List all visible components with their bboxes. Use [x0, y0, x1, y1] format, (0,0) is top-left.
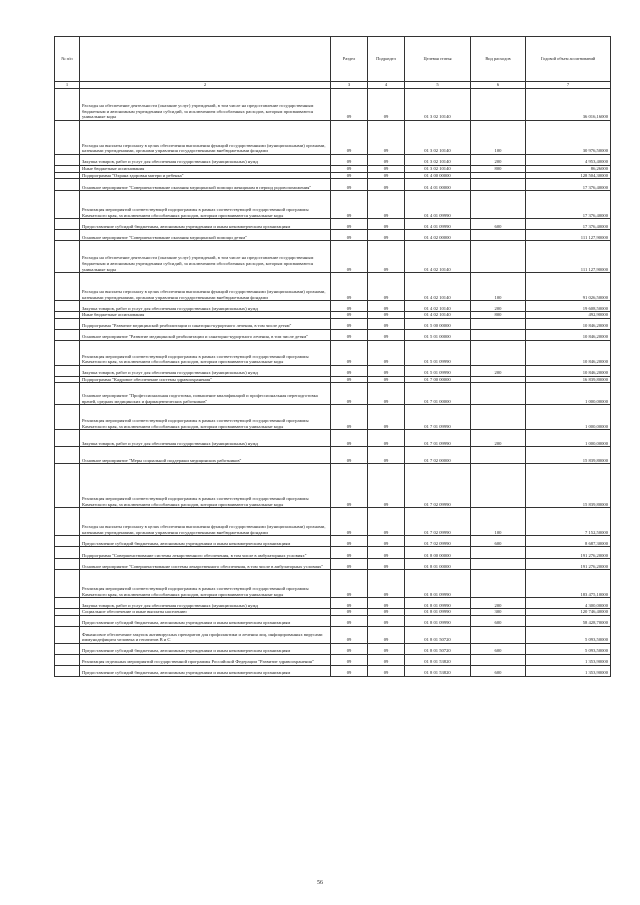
- row-subsection: 09: [368, 166, 405, 173]
- row-number: [55, 615, 80, 626]
- row-amount: 492,90000: [526, 312, 611, 319]
- row-subsection: 09: [368, 559, 405, 570]
- row-number: [55, 464, 80, 508]
- row-target-article: 01 7 02 00000: [405, 447, 471, 464]
- row-name: Реализация мероприятий соответствующей подпрограммы в рамках соответствующей государственной программы Камчатского края, за исключением обособленных расходов, которым присваиваются уникальные коды: [80, 405, 331, 430]
- row-section: 09: [331, 219, 368, 230]
- row-target-article: 01 4 02 00000: [405, 230, 471, 241]
- table-body: [55, 89, 611, 677]
- row-number: [55, 241, 80, 273]
- row-name: Реализация мероприятий соответствующей подпрограммы в рамках соответствующей государственной программы Камчатского края, за исключением обособленных расходов, которым присваиваются уникальные коды: [80, 464, 331, 508]
- row-section: 09: [331, 405, 368, 430]
- row-expense-type: 100: [471, 121, 526, 155]
- row-section: 09: [331, 329, 368, 340]
- row-expense-type: 200: [471, 365, 526, 376]
- row-name: Подпрограмма "Совершенствование системы лекарственного обеспечения, в том числе в амбулаторных условиях": [80, 547, 331, 559]
- table-row: [55, 536, 611, 547]
- row-target-article: 01 4 01 09990: [405, 191, 471, 219]
- row-amount: 10 846,20000: [526, 329, 611, 340]
- row-section: 09: [331, 665, 368, 676]
- row-amount: 58 428,70000: [526, 615, 611, 626]
- row-target-article: 01 7 02 09990: [405, 508, 471, 536]
- header-number: № п/п: [55, 37, 80, 82]
- row-expense-type: [471, 570, 526, 598]
- row-name: Реализация мероприятий соответствующей подпрограммы в рамках соответствующей государственной программы Камчатского края, за исключением обособленных расходов, которым присваиваются уникальные коды: [80, 570, 331, 598]
- row-number: [55, 570, 80, 598]
- row-expense-type: [471, 191, 526, 219]
- row-number: [55, 430, 80, 447]
- row-target-article: 01 8 01 09990: [405, 615, 471, 626]
- column-index: 4: [368, 82, 405, 89]
- row-target-article: 01 8 01 09990: [405, 609, 471, 616]
- row-amount: 19 608,50000: [526, 301, 611, 312]
- row-amount: 1 353,90000: [526, 665, 611, 676]
- row-expense-type: 600: [471, 615, 526, 626]
- row-section: 09: [331, 376, 368, 383]
- header-target-article: Целевая статья: [405, 37, 471, 82]
- table-row: [55, 273, 611, 301]
- row-target-article: 01 5 01 09990: [405, 365, 471, 376]
- row-section: 09: [331, 559, 368, 570]
- row-section: 09: [331, 383, 368, 405]
- row-subsection: 09: [368, 219, 405, 230]
- row-subsection: 09: [368, 191, 405, 219]
- row-expense-type: [471, 172, 526, 179]
- row-subsection: 09: [368, 376, 405, 383]
- row-number: [55, 508, 80, 536]
- row-subsection: 09: [368, 312, 405, 319]
- table-row: [55, 312, 611, 319]
- row-number: [55, 273, 80, 301]
- row-number: [55, 230, 80, 241]
- row-section: 09: [331, 301, 368, 312]
- row-expense-type: [471, 547, 526, 559]
- row-name: Расходы на обеспечение деятельности (оказание услуг) учреждений, в том числе на предоставление государственным бюджетным и автономным учреждениям субсидий, за исключением обособленных расходов, которым присваиваются уникальные коды: [80, 89, 331, 121]
- row-expense-type: 200: [471, 301, 526, 312]
- column-index: 5: [405, 82, 471, 89]
- table-row: [55, 559, 611, 570]
- row-amount: 36 016,16000: [526, 89, 611, 121]
- row-subsection: 09: [368, 365, 405, 376]
- row-subsection: 09: [368, 464, 405, 508]
- row-subsection: 09: [368, 179, 405, 191]
- header-subsection: Подраздел: [368, 37, 405, 82]
- row-target-article: 01 8 01 53820: [405, 654, 471, 665]
- row-name: Финансовое обеспечение закупок антивирусных препаратов для профилактики и лечения лиц, инфицированных вирусами иммунодефицита человека и гепатитов В и С: [80, 626, 331, 643]
- row-subsection: 09: [368, 318, 405, 329]
- row-target-article: 01 8 01 53820: [405, 665, 471, 676]
- table-row: [55, 166, 611, 173]
- row-target-article: 01 5 00 00000: [405, 318, 471, 329]
- row-subsection: 09: [368, 273, 405, 301]
- row-expense-type: [471, 626, 526, 643]
- row-number: [55, 172, 80, 179]
- row-section: 09: [331, 340, 368, 365]
- table-row: [55, 643, 611, 654]
- row-expense-type: 600: [471, 536, 526, 547]
- row-section: 09: [331, 626, 368, 643]
- row-amount: 111 127,90000: [526, 241, 611, 273]
- row-name: Предоставление субсидий бюджетным, автономным учреждениям и иным некоммерческим организациям: [80, 665, 331, 676]
- row-subsection: 09: [368, 121, 405, 155]
- row-subsection: 09: [368, 241, 405, 273]
- row-number: [55, 654, 80, 665]
- table-row: [55, 615, 611, 626]
- row-name: Основное мероприятие "Совершенствование оказания медицинской помощи женщинам в период родовспоможения": [80, 179, 331, 191]
- row-section: 09: [331, 547, 368, 559]
- row-name: Закупка товаров, работ и услуг для обеспечения государственных (муниципальных) нужд: [80, 155, 331, 166]
- row-subsection: 09: [368, 155, 405, 166]
- row-expense-type: [471, 241, 526, 273]
- page-number: 56: [317, 880, 323, 886]
- row-expense-type: 100: [471, 273, 526, 301]
- row-number: [55, 312, 80, 319]
- row-number: [55, 643, 80, 654]
- row-name: Подпрограмма "Охрана здоровья матери и ребенка": [80, 172, 331, 179]
- table-row: [55, 508, 611, 536]
- row-target-article: 01 4 02 10140: [405, 241, 471, 273]
- row-subsection: 09: [368, 405, 405, 430]
- header-annual-amount: Годовой объем ассигнований: [526, 37, 611, 82]
- row-name: Расходы на выплаты персоналу в целях обеспечения выполнения функций государственными (муниципальными) органами, казенными учреждениями, органами управления государственными внебюджетными фондами: [80, 508, 331, 536]
- row-expense-type: 200: [471, 598, 526, 609]
- row-section: 09: [331, 430, 368, 447]
- table-row: [55, 430, 611, 447]
- row-target-article: 01 4 01 09990: [405, 219, 471, 230]
- row-number: [55, 179, 80, 191]
- row-target-article: 01 8 01 09990: [405, 598, 471, 609]
- row-target-article: 01 8 00 00000: [405, 547, 471, 559]
- row-amount: 10 846,20000: [526, 340, 611, 365]
- row-section: 09: [331, 166, 368, 173]
- row-section: 09: [331, 179, 368, 191]
- row-expense-type: [471, 654, 526, 665]
- row-target-article: 01 7 01 09990: [405, 430, 471, 447]
- row-expense-type: [471, 383, 526, 405]
- table-row: [55, 155, 611, 166]
- row-name: Реализация мероприятий соответствующей подпрограммы в рамках соответствующей государственной программы Камчатского края, за исключением обособленных расходов, которым присваиваются уникальные коды: [80, 191, 331, 219]
- row-expense-type: 200: [471, 430, 526, 447]
- budget-table: [54, 36, 611, 677]
- row-target-article: 01 3 02 10140: [405, 166, 471, 173]
- table-row: [55, 376, 611, 383]
- row-section: 09: [331, 508, 368, 536]
- table-row: [55, 547, 611, 559]
- row-amount: 17 376,40000: [526, 179, 611, 191]
- row-amount: 15 839,80000: [526, 464, 611, 508]
- row-amount: 10 846,20000: [526, 365, 611, 376]
- row-target-article: 01 7 02 09990: [405, 464, 471, 508]
- row-expense-type: [471, 340, 526, 365]
- row-subsection: 09: [368, 547, 405, 559]
- table-row: [55, 405, 611, 430]
- table-row: [55, 383, 611, 405]
- row-expense-type: [471, 230, 526, 241]
- row-target-article: 01 8 01 50720: [405, 643, 471, 654]
- row-expense-type: [471, 559, 526, 570]
- row-target-article: 01 7 00 00000: [405, 376, 471, 383]
- row-section: 09: [331, 598, 368, 609]
- row-amount: 120 746,40000: [526, 609, 611, 616]
- header-expense-type: Вид расходов: [471, 37, 526, 82]
- row-name: Социальное обеспечение и иные выплаты населению: [80, 609, 331, 616]
- row-section: 09: [331, 615, 368, 626]
- row-amount: 191 276,20000: [526, 559, 611, 570]
- row-amount: 17 376,40000: [526, 219, 611, 230]
- table-row: [55, 219, 611, 230]
- row-number: [55, 318, 80, 329]
- row-name: Закупка товаров, работ и услуг для обеспечения государственных (муниципальных) нужд: [80, 598, 331, 609]
- row-amount: 1 353,90000: [526, 654, 611, 665]
- row-subsection: 09: [368, 626, 405, 643]
- table-row: [55, 570, 611, 598]
- row-target-article: 01 4 02 10140: [405, 301, 471, 312]
- row-name: Основное мероприятие "Совершенствование системы лекарственного обеспечения, в том числе в амбулаторных условиях": [80, 559, 331, 570]
- row-subsection: 09: [368, 329, 405, 340]
- row-section: 09: [331, 312, 368, 319]
- row-name: Подпрограмма "Развитие медицинской реабилитации и санаторно-курортного лечения, в том числе детям": [80, 318, 331, 329]
- row-target-article: 01 4 01 00000: [405, 179, 471, 191]
- row-name: Закупка товаров, работ и услуг для обеспечения государственных (муниципальных) нужд: [80, 365, 331, 376]
- column-index: 6: [471, 82, 526, 89]
- row-name: Основное мероприятие "Совершенствование оказания медицинской помощи детям": [80, 230, 331, 241]
- row-expense-type: 800: [471, 166, 526, 173]
- table-row: [55, 301, 611, 312]
- header-section: Раздел: [331, 37, 368, 82]
- row-name: Предоставление субсидий бюджетным, автономным учреждениям и иным некоммерческим организациям: [80, 536, 331, 547]
- row-number: [55, 329, 80, 340]
- table-row: [55, 626, 611, 643]
- row-subsection: 09: [368, 508, 405, 536]
- row-subsection: 09: [368, 609, 405, 616]
- table-row: [55, 241, 611, 273]
- row-subsection: 09: [368, 340, 405, 365]
- row-name: Подпрограмма "Кадровое обеспечение системы здравоохранения": [80, 376, 331, 383]
- row-expense-type: [471, 405, 526, 430]
- row-amount: 16 839,80000: [526, 376, 611, 383]
- table-row: [55, 172, 611, 179]
- row-target-article: 01 4 02 10140: [405, 273, 471, 301]
- row-section: 09: [331, 464, 368, 508]
- row-section: 09: [331, 121, 368, 155]
- row-amount: 4 953,40000: [526, 155, 611, 166]
- row-name: Основное мероприятие "Профессиональная подготовка, повышение квалификаций и профессиональная переподготовка врачей, средних медицинских и фармацевтических работников": [80, 383, 331, 405]
- row-target-article: 01 5 01 00000: [405, 329, 471, 340]
- column-index: 1: [55, 82, 80, 89]
- table-row: [55, 598, 611, 609]
- table-row: [55, 179, 611, 191]
- table-header-row: [55, 37, 611, 82]
- row-subsection: 09: [368, 172, 405, 179]
- row-number: [55, 665, 80, 676]
- table-row: [55, 318, 611, 329]
- row-target-article: 01 3 02 10140: [405, 121, 471, 155]
- row-subsection: 09: [368, 615, 405, 626]
- row-target-article: 01 7 02 09990: [405, 536, 471, 547]
- row-subsection: 09: [368, 383, 405, 405]
- row-number: [55, 301, 80, 312]
- row-target-article: 01 8 01 00000: [405, 559, 471, 570]
- row-amount: 17 376,40000: [526, 191, 611, 219]
- row-section: 09: [331, 318, 368, 329]
- row-amount: 86,26000: [526, 166, 611, 173]
- row-amount: 183 475,10000: [526, 570, 611, 598]
- row-number: [55, 191, 80, 219]
- row-number: [55, 219, 80, 230]
- row-target-article: 01 3 02 10140: [405, 89, 471, 121]
- column-index: 7: [526, 82, 611, 89]
- row-name: Иные бюджетные ассигнования: [80, 312, 331, 319]
- row-subsection: 09: [368, 89, 405, 121]
- row-target-article: 01 7 01 09990: [405, 405, 471, 430]
- row-number: [55, 121, 80, 155]
- row-subsection: 09: [368, 665, 405, 676]
- row-name: Иные бюджетные ассигнования: [80, 166, 331, 173]
- row-name: Предоставление субсидий бюджетным, автономным учреждениям и иным некоммерческим организациям: [80, 643, 331, 654]
- row-target-article: 01 5 01 09990: [405, 340, 471, 365]
- row-expense-type: 200: [471, 155, 526, 166]
- row-amount: 191 276,20000: [526, 547, 611, 559]
- row-section: 09: [331, 89, 368, 121]
- row-name: Предоставление субсидий бюджетным, автономным учреждениям и иным некоммерческим организациям: [80, 219, 331, 230]
- column-index: 3: [331, 82, 368, 89]
- row-number: [55, 365, 80, 376]
- row-amount: 128 504,30000: [526, 172, 611, 179]
- row-number: [55, 383, 80, 405]
- table-row: [55, 121, 611, 155]
- row-name: Расходы на обеспечение деятельности (оказание услуг) учреждений, в том числе на предоставление государственным бюджетным и автономным учреждениям субсидий, за исключением обособленных расходов, которым присваиваются уникальные коды: [80, 241, 331, 273]
- row-expense-type: 600: [471, 219, 526, 230]
- row-section: 09: [331, 172, 368, 179]
- row-section: 09: [331, 191, 368, 219]
- table-row: [55, 191, 611, 219]
- table-row: [55, 447, 611, 464]
- row-target-article: 01 8 01 09990: [405, 570, 471, 598]
- row-amount: 91 026,50000: [526, 273, 611, 301]
- row-number: [55, 447, 80, 464]
- row-subsection: 09: [368, 447, 405, 464]
- row-expense-type: 100: [471, 508, 526, 536]
- row-section: 09: [331, 447, 368, 464]
- row-number: [55, 376, 80, 383]
- row-amount: 4 300,00000: [526, 598, 611, 609]
- row-amount: 10 846,20000: [526, 318, 611, 329]
- row-name: Предоставление субсидий бюджетным, автономным учреждениям и иным некоммерческим организациям: [80, 615, 331, 626]
- table-row: [55, 654, 611, 665]
- row-amount: 7 152,50000: [526, 508, 611, 536]
- row-amount: 111 127,90000: [526, 230, 611, 241]
- row-target-article: 01 4 00 00000: [405, 172, 471, 179]
- row-number: [55, 609, 80, 616]
- row-number: [55, 626, 80, 643]
- row-name: Расходы на выплаты персоналу в целях обеспечения выполнения функций государственными (муниципальными) органами, казенными учреждениями, органами управления государственными внебюджетными фондами: [80, 121, 331, 155]
- row-target-article: 01 3 02 10140: [405, 155, 471, 166]
- row-subsection: 09: [368, 301, 405, 312]
- row-amount: 1 000,00000: [526, 430, 611, 447]
- row-section: 09: [331, 155, 368, 166]
- row-expense-type: 800: [471, 312, 526, 319]
- row-name: Закупка товаров, работ и услуг для обеспечения государственных (муниципальных) нужд: [80, 301, 331, 312]
- row-subsection: 09: [368, 536, 405, 547]
- row-name: Основное мероприятие "Меры социальной поддержки медицинских работников": [80, 447, 331, 464]
- row-target-article: 01 8 01 50720: [405, 626, 471, 643]
- row-amount: 1 000,00000: [526, 405, 611, 430]
- row-number: [55, 89, 80, 121]
- table-row: [55, 609, 611, 616]
- row-amount: 15 839,80000: [526, 447, 611, 464]
- row-expense-type: [471, 447, 526, 464]
- row-section: 09: [331, 241, 368, 273]
- table-row: [55, 230, 611, 241]
- row-section: 09: [331, 654, 368, 665]
- row-section: 09: [331, 570, 368, 598]
- row-name: Закупка товаров, работ и услуг для обеспечения государственных (муниципальных) нужд: [80, 430, 331, 447]
- row-expense-type: [471, 464, 526, 508]
- row-subsection: 09: [368, 643, 405, 654]
- row-amount: 30 976,50000: [526, 121, 611, 155]
- row-expense-type: [471, 179, 526, 191]
- row-number: [55, 166, 80, 173]
- row-name: Расходы на выплаты персоналу в целях обеспечения выполнения функций государственными (муниципальными) органами, казенными учреждениями, органами управления государственными внебюджетными фондами: [80, 273, 331, 301]
- row-section: 09: [331, 536, 368, 547]
- row-section: 09: [331, 643, 368, 654]
- row-number: [55, 536, 80, 547]
- row-number: [55, 405, 80, 430]
- table-row: [55, 89, 611, 121]
- row-target-article: 01 4 02 10140: [405, 312, 471, 319]
- row-name: Реализация отдельных мероприятий государственной программы Российской Федерации "Развитие здравоохранения": [80, 654, 331, 665]
- row-name: Реализация мероприятий соответствующей подпрограммы в рамках соответствующей государственной программы Камчатского края, за исключением обособленных расходов, которым присваиваются уникальные коды: [80, 340, 331, 365]
- header-name: [80, 37, 331, 82]
- row-expense-type: 300: [471, 609, 526, 616]
- row-number: [55, 547, 80, 559]
- row-section: 09: [331, 609, 368, 616]
- table-row: [55, 329, 611, 340]
- column-index-row: [55, 82, 611, 89]
- row-number: [55, 340, 80, 365]
- row-expense-type: [471, 318, 526, 329]
- row-number: [55, 155, 80, 166]
- row-number: [55, 559, 80, 570]
- row-expense-type: [471, 89, 526, 121]
- row-target-article: 01 7 01 00000: [405, 383, 471, 405]
- row-subsection: 09: [368, 654, 405, 665]
- row-subsection: 09: [368, 230, 405, 241]
- row-subsection: 09: [368, 430, 405, 447]
- row-amount: 8 687,30000: [526, 536, 611, 547]
- row-expense-type: [471, 329, 526, 340]
- row-section: 09: [331, 273, 368, 301]
- row-expense-type: [471, 376, 526, 383]
- table-row: [55, 665, 611, 676]
- table-row: [55, 340, 611, 365]
- row-subsection: 09: [368, 570, 405, 598]
- row-subsection: 09: [368, 598, 405, 609]
- column-index: 2: [80, 82, 331, 89]
- row-amount: 1 000,00000: [526, 383, 611, 405]
- row-expense-type: 600: [471, 643, 526, 654]
- row-name: Основное мероприятие "Развитие медицинской реабилитации и санаторно-курортного лечения, в том числе детям": [80, 329, 331, 340]
- row-section: 09: [331, 365, 368, 376]
- row-expense-type: 600: [471, 665, 526, 676]
- row-amount: 5 093,50000: [526, 626, 611, 643]
- table-row: [55, 365, 611, 376]
- row-number: [55, 598, 80, 609]
- table-row: [55, 464, 611, 508]
- row-amount: 5 093,50000: [526, 643, 611, 654]
- row-section: 09: [331, 230, 368, 241]
